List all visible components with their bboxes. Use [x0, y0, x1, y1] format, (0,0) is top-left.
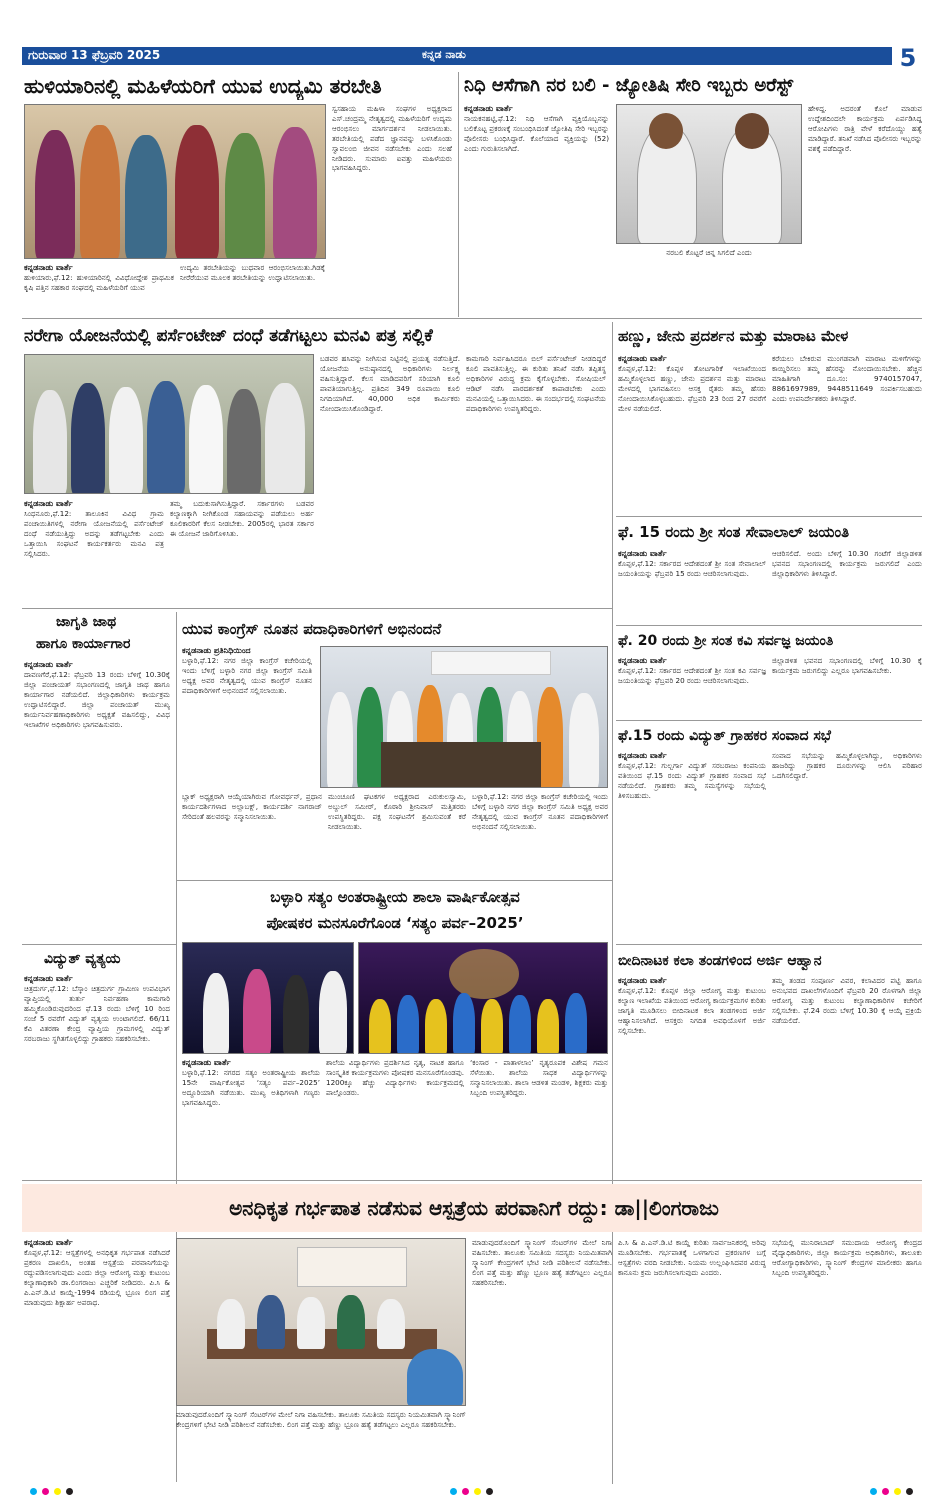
text-a10-col3: ‘ಕಂಸಾರ - ಪಾತಾಳಲಾಂ’ ನೃತ್ಯರೂಪಕ ವಿಶೇಷ ಗಮನ ಸೆಳೆಯಿತು. ಶಾಲೆಯ ಸಾಧಕ ವಿದ್ಯಾರ್ಥಿಗಳನ್ನು ಸನ್ಮಾನಿಸಲಾಯಿತು. ಶಾಲಾ ಆಡಳಿತ ಮಂಡಳಿ, ಶಿಕ್ಷಕರು ಮತ್ತು ಸಿಬ್ಬಂದಿ ಉಪಸ್ಥಿತರಿದ್ದರು. — [470, 1058, 608, 1097]
registration-dot — [906, 1488, 913, 1495]
registration-dot — [474, 1488, 481, 1495]
headline-a8-line1: ಜಾಗೃತಿ ಜಾಥ — [56, 614, 117, 630]
headline-a6: ಫೆ. 20 ರಂದು ಶ್ರೀ ಸಂತ ಕವಿ ಸರ್ವಜ್ಞ ಜಯಂತಿ — [618, 633, 834, 649]
headline-a13: ಅನಧಿಕೃತ ಗರ್ಭಪಾತ ನಡೆಸುವ ಆಸ್ಪತ್ರೆಯ ಪರವಾನಿಗೆ ರದ್ದು: ಡಾ||ಲಿಂಗರಾಜು — [229, 1196, 719, 1220]
text-a7-col2: ಸಂವಾದ ಸಭೆಯನ್ನು ಹಮ್ಮಿಕೊಳ್ಳಲಾಗಿದ್ದು, ಅಧಿಕಾರಿಗಳು ಹಾಜರಿದ್ದು ಗ್ರಾಹಕರ ದೂರುಗಳನ್ನು ಆಲಿಸಿ ಪರಿಹಾರ ಒದಗಿಸಲಿದ್ದಾರೆ. — [772, 751, 922, 780]
issue-date: ಗುರುವಾರ 13 ಫೆಬ್ರವರಿ 2025 — [28, 48, 161, 62]
headline-a1: ಹುಳಿಯಾರಿನಲ್ಲಿ ಮಹಿಳೆಯರಿಗೆ ಯುವ ಉದ್ಯಮಿ ತರಬೇತಿ — [24, 74, 382, 98]
registration-dot — [486, 1488, 493, 1495]
photo-a2 — [616, 104, 802, 244]
text-a9-col2: ಬ್ಲಾಕ್ ಅಧ್ಯಕ್ಷರಾಗಿ ಆಯ್ಕೆಯಾಗಿರುವ ಗೋವರ್ಧನ್, ಪ್ರಧಾನ ಕಾರ್ಯದರ್ಶಿಗಳಾದ ಅಲ್ಲಾಬಕ್ಷ್, ಕಾರ್ಯದರ್ಶಿ ನಾಗರಾಜ್ ಸೇರಿದಂತೆ ಹಲವರನ್ನು ಸನ್ಮಾನಿಸಲಾಯಿತು. — [182, 792, 322, 821]
byline-a9: ಕನ್ನಡನಾಡು ಪ್ರತಿನಿಧಿಯಿಂದ — [182, 646, 251, 655]
text-a13-col2: ಮಾಡುವುದರೊಂದಿಗೆ ಸ್ಕ್ಯಾನಿಂಗ್ ಸೆಂಟರ್‌ಗಳ ಮೇಲೆ ನಿಗಾ ವಹಿಸಬೇಕು. ತಾಲೂಕು ಸಮಿತಿಯ ಸದಸ್ಯರು ನಿಯಮಿತವಾಗಿ ಸ್ಕ್ಯಾನಿಂಗ್ ಕೇಂದ್ರಗಳಿಗೆ ಭೇಟಿ ನೀಡಿ ಪರಿಶೀಲನೆ ನಡೆಸಬೇಕು. ಲಿಂಗ ಪತ್ತೆ ಮತ್ತು ಹೆಣ್ಣು ಭ್ರೂಣ ಹತ್ಯೆ ತಡೆಗಟ್ಟಲು ಎಲ್ಲರೂ ಸಹಕರಿಸಬೇಕು. — [176, 1410, 466, 1429]
byline-a10: ಕನ್ನಡನಾಡು ವಾರ್ತೆ — [182, 1058, 231, 1067]
text-a2-col1: ನಾಯಕನಹಟ್ಟಿ,ಫೆ.12: ನಿಧಿ ಆಸೆಗಾಗಿ ವ್ಯಕ್ತಿಯೊಬ್ಬನನ್ನು ಬಲಿಕೊಟ್ಟ ಪ್ರಕರಣಕ್ಕೆ ಸಂಬಂಧಿಸಿದಂತೆ ಜ್ಯೋತಿಷಿ ಸೇರಿ ಇಬ್ಬರನ್ನು ಪೊಲೀಸರು ಬಂಧಿಸಿದ್ದಾರೆ. ಕೊಲೆಯಾದ ವ್ಯಕ್ತಿಯನ್ನು (52) ಎಂದು ಗುರುತಿಸಲಾಗಿದೆ. — [464, 114, 609, 153]
text-a9-col3: ಮುಂಚೂಣಿ ಘಟಕಗಳ ಅಧ್ಯಕ್ಷರಾದ ಎರುಕುಲಸ್ವಾಮಿ, ಅಬ್ದುಲ್ ಸಮೀರ್, ಕೊಠಾರಿ ಶ್ರೀನಿವಾಸ್ ಮತ್ತಿತರರು ಉಪಸ್ಥಿತರಿದ್ದರು. ಪಕ್ಷ ಸಂಘಟನೆಗೆ ಶ್ರಮಿಸುವಂತೆ ಕರೆ ನೀಡಲಾಯಿತು. — [328, 792, 466, 831]
text-a4-col2: ಕರೆಯಲು ಬೇಕಿರುವ ಮುಂಗಡವಾಗಿ ಮಾರಾಟ ಮಳಿಗೆಗಳನ್ನು ಕಾಯ್ದಿರಿಸಲು ತಮ್ಮ ಹೆಸರನ್ನು ನೋಂದಾಯಿಸಬೇಕು. ಹೆಚ್ಚಿನ ಮಾಹಿತಿಗಾಗಿ ದೂ.ಸಂ: 9740157047, 8861697989, 9448511649 ಸಂಪರ್ಕಿಸಬಹುದು ಎಂದು ಉಪನಿರ್ದೇಶಕರು ತಿಳಿಸಿದ್ದಾರೆ. — [772, 354, 922, 403]
byline-a5: ಕನ್ನಡನಾಡು ವಾರ್ತೆ — [618, 549, 667, 558]
text-a13-col5: ಸಭೆಯಲ್ಲಿ ಮುನಿರಾಬಾದ್ ಸಮುದಾಯ ಆರೋಗ್ಯ ಕೇಂದ್ರದ ವೈದ್ಯಾಧಿಕಾರಿಗಳು, ಜಿಲ್ಲಾ ಕಾರ್ಯಕ್ರಮ ಅಧಿಕಾರಿಗಳು, ತಾಲೂಕು ಆರೋಗ್ಯಾಧಿಕಾರಿಗಳು, ಸ್ಕ್ಯಾನಿಂಗ್ ಕೇಂದ್ರಗಳ ಮಾಲೀಕರು ಹಾಗೂ ಸಿಬ್ಬಂದಿ ಉಪಸ್ಥಿತರಿದ್ದರು. — [772, 1238, 922, 1277]
photo-a9 — [320, 646, 608, 788]
text-a1-col3: ಸ್ವಸಹಾಯ ಮಹಿಳಾ ಸಂಘಗಳ ಅಧ್ಯಕ್ಷರಾದ ಎಸ್.ಚಂದ್ರಮ್ಮ ನೇತೃತ್ವದಲ್ಲಿ ಮಹಿಳೆಯರಿಗೆ ಉದ್ಯಮ ಆರಂಭಿಸಲು ಮಾರ್ಗದರ್ಶನ ನೀಡಲಾಯಿತು. ತರಬೇತಿಯಲ್ಲಿ ಪಡೆದ ಜ್ಞಾನವನ್ನು ಬಳಸಿಕೊಂಡು ಸ್ವಾವಲಂಬಿ ಜೀವನ ನಡೆಸಬೇಕು ಎಂದು ಸಲಹೆ ನೀಡಿದರು. ಸುಮಾರು ಐವತ್ತು ಮಹಿಳೆಯರು ಭಾಗವಹಿಸಿದ್ದರು. — [332, 104, 452, 173]
byline-a8: ಕನ್ನಡನಾಡು ವಾರ್ತೆ — [24, 660, 73, 669]
text-a7-col1: ಕೊಪ್ಪಳ,ಫೆ.12: ಗುಲ್ಬರ್ಗಾ ವಿದ್ಯುತ್ ಸರಬರಾಜು ಕಂಪನಿಯ ವತಿಯಿಂದ ಫೆ.15 ರಂದು ವಿದ್ಯುತ್ ಗ್ರಾಹಕರ ಸಂವಾದ ಸಭೆ ನಡೆಯಲಿದೆ. ಗ್ರಾಹಕರು ತಮ್ಮ ಸಮಸ್ಯೆಗಳನ್ನು ಸಭೆಯಲ್ಲಿ ತಿಳಿಸಬಹುದು. — [618, 761, 766, 800]
text-a13-col3: ಮಾಡುವುದರೊಂದಿಗೆ ಸ್ಕ್ಯಾನಿಂಗ್ ಸೆಂಟರ್‌ಗಳ ಮೇಲೆ ನಿಗಾ ವಹಿಸಬೇಕು. ತಾಲೂಕು ಸಮಿತಿಯ ಸದಸ್ಯರು ನಿಯಮಿತವಾಗಿ ಸ್ಕ್ಯಾನಿಂಗ್ ಕೇಂದ್ರಗಳಿಗೆ ಭೇಟಿ ನೀಡಿ ಪರಿಶೀಲನೆ ನಡೆಸಬೇಕು. ಲಿಂಗ ಪತ್ತೆ ಮತ್ತು ಹೆಣ್ಣು ಭ್ರೂಣ ಹತ್ಯೆ ತಡೆಗಟ್ಟಲು ಎಲ್ಲರೂ ಸಹಕರಿಸಬೇಕು. — [472, 1238, 612, 1287]
text-a5-col2: ಆಚರಿಸಲಿದೆ. ಅಂದು ಬೆಳಿಗ್ಗೆ 10.30 ಗಂಟೆಗೆ ಜಿಲ್ಲಾಡಳಿತ ಭವನದ ಸಭಾಂಗಣದಲ್ಲಿ ಕಾರ್ಯಕ್ರಮ ಜರುಗಲಿದೆ ಎಂದು ಜಿಲ್ಲಾಧಿಕಾರಿಗಳು ತಿಳಿಸಿದ್ದಾರೆ. — [772, 549, 922, 578]
headline-a8-line2: ಹಾಗೂ ಕಾರ್ಯಾಗಾರ — [36, 636, 131, 652]
headline-a4: ಹಣ್ಣು, ಜೇನು ಪ್ರದರ್ಶನ ಮತ್ತು ಮಾರಾಟ ಮೇಳ — [618, 327, 849, 345]
masthead: ಕನ್ನಡ ನಾಡು — [422, 48, 466, 61]
byline-a13: ಕನ್ನಡನಾಡು ವಾರ್ತೆ — [24, 1238, 73, 1247]
text-a5-col1: ಕೊಪ್ಪಳ,ಫೆ.12: ಸರ್ಕಾರದ ಆದೇಶದಂತೆ ಶ್ರೀ ಸಂತ ಸೇವಾಲಾಲ್ ಜಯಂತಿಯನ್ನು ಫೆಬ್ರವರಿ 15 ರಂದು ಆಚರಿಸಲಾಗುವುದು. — [618, 559, 766, 578]
headline-a9: ಯುವ ಕಾಂಗ್ರೆಸ್ ನೂತನ ಪದಾಧಿಕಾರಿಗಳಿಗೆ ಅಭಿನಂದನೆ — [182, 620, 442, 638]
registration-dot — [66, 1488, 73, 1495]
byline-a2: ಕನ್ನಡನಾಡು ವಾರ್ತೆ — [464, 104, 513, 113]
registration-dot — [42, 1488, 49, 1495]
byline-a4: ಕನ್ನಡನಾಡು ವಾರ್ತೆ — [618, 354, 667, 363]
registration-dot — [882, 1488, 889, 1495]
text-a13-col4: ಪಿ.ಸಿ & ಪಿ.ಎನ್.ಡಿ.ಟಿ ಕಾಯ್ದೆ ಕುರಿತು ಸಾರ್ವಜನಿಕರಲ್ಲಿ ಅರಿವು ಮೂಡಿಸಬೇಕು. ಗರ್ಭಪಾತಕ್ಕೆ ಒಳಗಾಗುವ ಪ್ರಕರಣಗಳ ಬಗ್ಗೆ ಆಸ್ಪತ್ರೆಗಳು ವರದಿ ನೀಡಬೇಕು. ನಿಯಮ ಉಲ್ಲಂಘಿಸಿದವರ ವಿರುದ್ಧ ಕಾನೂನು ಕ್ರಮ ಜರುಗಿಸಲಾಗುವುದು ಎಂದರು. — [618, 1238, 766, 1277]
headline-a11: ವಿದ್ಯುತ್ ವ್ಯತ್ಯಯ — [44, 951, 121, 967]
photo-a1 — [24, 104, 326, 259]
page-number: 5 — [899, 44, 917, 72]
text-a1-col1: ಹುಳಿಯಾರು,ಫೆ.12: ಹುಳಿಯಾರಿನಲ್ಲಿ ವಿವಿಧೋದ್ದೇಶ ಪ್ರಾಥಮಿಕ ಕೃಷಿ ಪತ್ತಿನ ಸಹಕಾರ ಸಂಘದಲ್ಲಿ ಮಹಿಳೆಯರಿಗೆ ಯುವ — [24, 273, 174, 292]
registration-dot — [450, 1488, 457, 1495]
byline-a6: ಕನ್ನಡನಾಡು ವಾರ್ತೆ — [618, 656, 667, 665]
text-a9-col4: ಬಳ್ಳಾರಿ,ಫೆ.12: ನಗರ ಜಿಲ್ಲಾ ಕಾಂಗ್ರೆಸ್ ಕಚೇರಿಯಲ್ಲಿ ಇಂದು ಬೆಳಿಗ್ಗೆ ಬಳ್ಳಾರಿ ನಗರ ಜಿಲ್ಲಾ ಕಾಂಗ್ರೆಸ್ ಸಮಿತಿ ಅಧ್ಯಕ್ಷ ಅವರ ನೇತೃತ್ವದಲ್ಲಿ ಯುವ ಕಾಂಗ್ರೆಸ್ ನೂತನ ಪದಾಧಿಕಾರಿಗಳಿಗೆ ಅಭಿನಂದನೆ ಸಲ್ಲಿಸಲಾಯಿತು. — [472, 792, 608, 831]
byline-a12: ಕನ್ನಡನಾಡು ವಾರ್ತೆ — [618, 976, 667, 985]
byline-a3: ಕನ್ನಡನಾಡು ವಾರ್ತೆ — [24, 499, 73, 508]
headline-a5: ಫೆ. 15 ರಂದು ಶ್ರೀ ಸಂತ ಸೇವಾಲಾಲ್ ಜಯಂತಿ — [618, 523, 850, 541]
byline-a11: ಕನ್ನಡನಾಡು ವಾರ್ತೆ — [24, 974, 73, 983]
text-a8: ದಾವಣಗೆರೆ,ಫೆ.12: ಫೆಬ್ರವರಿ 13 ರಂದು ಬೆಳಿಗ್ಗೆ 10.30ಕ್ಕೆ ಜಿಲ್ಲಾ ಪಂಚಾಯತ್ ಸಭಾಂಗಣದಲ್ಲಿ ಜಾಗೃತಿ ಜಾಥ ಹಾಗೂ ಕಾರ್ಯಾಗಾರ ನಡೆಯಲಿದೆ. ಜಿಲ್ಲಾಧಿಕಾರಿಗಳು ಕಾರ್ಯಕ್ರಮ ಉದ್ಘಾಟಿಸಲಿದ್ದಾರೆ. ಜಿಲ್ಲಾ ಪಂಚಾಯತ್ ಮುಖ್ಯ ಕಾರ್ಯನಿರ್ವಹಣಾಧಿಕಾರಿಗಳು ಅಧ್ಯಕ್ಷತೆ ವಹಿಸಲಿದ್ದು, ವಿವಿಧ ಇಲಾಖೆಗಳ ಅಧಿಕಾರಿಗಳು ಭಾಗವಹಿಸುವರು. — [24, 670, 170, 729]
text-a10-col1: ಬಳ್ಳಾರಿ,ಫೆ.12: ನಗರದ ಸತ್ಯಂ ಅಂತರಾಷ್ಟ್ರೀಯ ಶಾಲೆಯ 15ನೇ ವಾರ್ಷಿಕೋತ್ಸವ ‘ಸತ್ಯಂ ಪರ್ವ–2025’ ಅದ್ದೂರಿಯಾಗಿ ನಡೆಯಿತು. ಮುಖ್ಯ ಅತಿಥಿಗಳಾಗಿ ಗಣ್ಯರು ಭಾಗವಹಿಸಿದ್ದರು. — [182, 1068, 320, 1107]
photo-a13 — [176, 1238, 466, 1406]
headline-a7: ಫೆ.15 ರಂದು ವಿದ್ಯುತ್ ಗ್ರಾಹಕರ ಸಂವಾದ ಸಭೆ — [618, 728, 831, 744]
text-a3-col1: ಸಿಂಧನೂರು,ಫೆ.12: ತಾಲೂಕಿನ ವಿವಿಧ ಗ್ರಾಮ ಪಂಚಾಯಿತಿಗಳಲ್ಲಿ ನರೇಗಾ ಯೋಜನೆಯಲ್ಲಿ ಪರ್ಸೆಂಟೇಜ್ ದಂಧೆ ನಡೆಯುತ್ತಿದ್ದು ಅದನ್ನು ತಡೆಗಟ್ಟಬೇಕು ಎಂದು ಒತ್ತಾಯಿಸಿ ಸಂಘಟನೆ ಕಾರ್ಯಕರ್ತರು ಮನವಿ ಪತ್ರ ಸಲ್ಲಿಸಿದರು. — [24, 509, 164, 558]
text-a13-col1: ಕೊಪ್ಪಳ,ಫೆ.12: ಆಸ್ಪತ್ರೆಗಳಲ್ಲಿ ಅನಧಿಕೃತ ಗರ್ಭಪಾತ ನಡೆಸಿದರೆ ಪ್ರಕರಣ ದಾಖಲಿಸಿ, ಅಂತಹ ಆಸ್ಪತ್ರೆಯ ಪರವಾನಿಗೆಯನ್ನು ರದ್ದುಪಡಿಸಲಾಗುವುದು ಎಂದು ಜಿಲ್ಲಾ ಆರೋಗ್ಯ ಮತ್ತು ಕುಟುಂಬ ಕಲ್ಯಾಣಾಧಿಕಾರಿ ಡಾ.ಲಿಂಗರಾಜು ಎಚ್ಚರಿಕೆ ನೀಡಿದರು. ಪಿ.ಸಿ & ಪಿ.ಎನ್.ಡಿ.ಟಿ ಕಾಯ್ದೆ-1994 ರಡಿಯಲ್ಲಿ ಭ್ರೂಣ ಲಿಂಗ ಪತ್ತೆ ಮಾಡುವುದು ಶಿಕ್ಷಾರ್ಹ ಅಪರಾಧ. — [24, 1248, 170, 1307]
date-bar — [22, 47, 892, 65]
registration-dot — [54, 1488, 61, 1495]
text-a12-col2: ತಮ್ಮ ತಂಡದ ಸಂಪೂರ್ಣ ವಿವರ, ಕಲಾವಿದರ ಪಟ್ಟಿ ಹಾಗೂ ಅನುಭವದ ದಾಖಲೆಗಳೊಂದಿಗೆ ಫೆಬ್ರವರಿ 20 ರೊಳಗಾಗಿ ಜಿಲ್ಲಾ ಆರೋಗ್ಯ ಮತ್ತು ಕುಟುಂಬ ಕಲ್ಯಾಣಾಧಿಕಾರಿಗಳ ಕಚೇರಿಗೆ ಸಲ್ಲಿಸಬೇಕು. ಫೆ.24 ರಂದು ಬೆಳಿಗ್ಗೆ 10.30 ಕ್ಕೆ ಆಯ್ಕೆ ಪ್ರಕ್ರಿಯೆ ನಡೆಯಲಿದೆ. — [772, 976, 922, 1025]
headline-a10-line2: ಪೋಷಕರ ಮನಸೂರೆಗೊಂಡ ‘ಸತ್ಯಂ ಪರ್ವ–2025’ — [266, 914, 524, 932]
headline-a10-line1: ಬಳ್ಳಾರಿ ಸತ್ಯಂ ಅಂತರಾಷ್ಟ್ರೀಯ ಶಾಲಾ ವಾರ್ಷಿಕೋತ್ಸವ — [270, 888, 520, 906]
photo-a2-caption: ನರಬಲಿ ಕೊಟ್ಟರೆ ಚಿನ್ನ ಸಿಗಲಿದೆ ಎಂದು — [666, 248, 752, 257]
text-a3-col2: ತಮ್ಮ ಬದುಕುಸಾಗಿಸುತ್ತಿದ್ದಾರೆ. ಸರ್ಕಾರಗಳು ಬಡವರ ಕಲ್ಯಾಣಕ್ಕಾಗಿ ನೀಗಿಕೊಂಡ ಸಹಾಯವನ್ನು ಪಡೆಯಲು ಅರ್ಹ ಕೂಲಿಕಾರರಿಗೆ ಕೆಲಸ ನೀಡಬೇಕು. 2005ರಲ್ಲಿ ಭಾರತ ಸರ್ಕಾರ ಈ ಯೋಜನೆ ಜಾರಿಗೊಳಿಸಿತು. — [170, 499, 314, 538]
headline-a3: ನರೇಗಾ ಯೋಜನೆಯಲ್ಲಿ ಪರ್ಸೆಂಟೇಜ್ ದಂಧೆ ತಡೆಗಟ್ಟಲು ಮನವಿ ಪತ್ರ ಸಲ್ಲಿಕೆ — [24, 326, 433, 346]
byline-a1: ಕನ್ನಡನಾಡು ವಾರ್ತೆ — [24, 263, 73, 272]
byline-a7: ಕನ್ನಡನಾಡು ವಾರ್ತೆ — [618, 751, 667, 760]
registration-dot — [30, 1488, 37, 1495]
text-a6-col2: ಜಿಲ್ಲಾಡಳಿತ ಭವನದ ಸಭಾಂಗಣದಲ್ಲಿ ಬೆಳಿಗ್ಗೆ 10.30 ಕ್ಕೆ ಕಾರ್ಯಕ್ರಮ ಜರುಗಲಿದ್ದು ಎಲ್ಲರೂ ಭಾಗವಹಿಸಬೇಕು. — [772, 656, 922, 675]
text-a12-col1: ಕೊಪ್ಪಳ,ಫೆ.12: ಕೊಪ್ಪಳ ಜಿಲ್ಲಾ ಆರೋಗ್ಯ ಮತ್ತು ಕುಟುಂಬ ಕಲ್ಯಾಣ ಇಲಾಖೆಯ ವತಿಯಿಂದ ಆರೋಗ್ಯ ಕಾರ್ಯಕ್ರಮಗಳ ಕುರಿತು ಜಾಗೃತಿ ಮೂಡಿಸಲು ಬೀದಿನಾಟಕ ಕಲಾ ತಂಡಗಳಿಂದ ಅರ್ಜಿ ಆಹ್ವಾನಿಸಲಾಗಿದೆ. ಆಸಕ್ತರು ನಿಗದಿತ ಅವಧಿಯೊಳಗೆ ಅರ್ಜಿ ಸಲ್ಲಿಸಬೇಕು. — [618, 986, 766, 1035]
photo-a3 — [24, 354, 314, 494]
text-a3-col4: ಕಾಮಗಾರಿ ನಿರ್ವಹಿಸಿದರೂ ಬಿಲ್ ಪರ್ಸೆಂಟೇಜ್ ನೀಡದಿದ್ದರೆ ಕೂಲಿ ಪಾವತಿಸುತ್ತಿಲ್ಲ. ಈ ಕುರಿತು ತನಿಖೆ ನಡೆಸಿ ತಪ್ಪಿತಸ್ಥ ಅಧಿಕಾರಿಗಳ ವಿರುದ್ಧ ಕ್ರಮ ಕೈಗೊಳ್ಳಬೇಕು. ಸೋಷಿಯಲ್ ಆಡಿಟ್ ನಡೆಸಿ ಪಾರದರ್ಶಕತೆ ಕಾಪಾಡಬೇಕು ಎಂದು ಮನವಿಯಲ್ಲಿ ಒತ್ತಾಯಿಸಿದರು. ಈ ಸಂದರ್ಭದಲ್ಲಿ ಸಂಘಟನೆಯ ಪದಾಧಿಕಾರಿಗಳು ಉಪಸ್ಥಿತರಿದ್ದರು. — [466, 354, 606, 413]
text-a4-col1: ಕೊಪ್ಪಳ,ಫೆ.12: ಕೊಪ್ಪಳ ತೋಟಗಾರಿಕೆ ಇಲಾಖೆಯಿಂದ ಹಮ್ಮಿಕೊಳ್ಳಲಾದ ಹಣ್ಣು, ಜೇನು ಪ್ರದರ್ಶನ ಮತ್ತು ಮಾರಾಟ ಮೇಳದಲ್ಲಿ ಭಾಗವಹಿಸಲು ಆಸಕ್ತ ರೈತರು ತಮ್ಮ ಹೆಸರು ನೋಂದಾಯಿಸಿಕೊಳ್ಳಬಹುದು. ಫೆಬ್ರವರಿ 23 ರಿಂದ 27 ರವರೆಗೆ ಮೇಳ ನಡೆಯಲಿದೆ. — [618, 364, 766, 413]
photo-a10-right — [358, 942, 608, 1054]
text-a6-col1: ಕೊಪ್ಪಳ,ಫೆ.12: ಸರ್ಕಾರದ ಆದೇಶದಂತೆ ಶ್ರೀ ಸಂತ ಕವಿ ಸರ್ವಜ್ಞ ಜಯಂತಿಯನ್ನು ಫೆಬ್ರವರಿ 20 ರಂದು ಆಚರಿಸಲಾಗುವುದು. — [618, 666, 766, 685]
headline-a12: ಬೀದಿನಾಟಕ ಕಲಾ ತಂಡಗಳಿಂದ ಅರ್ಜಿ ಆಹ್ವಾನ — [618, 953, 822, 969]
photo-a10-left — [182, 942, 354, 1054]
headline-a2: ನಿಧಿ ಆಸೆಗಾಗಿ ನರ ಬಲಿ - ಜ್ಯೋತಿಷಿ ಸೇರಿ ಇಬ್ಬರು ಅರೆಸ್ಟ್ — [464, 75, 794, 96]
text-a9-col1: ಬಳ್ಳಾರಿ,ಫೆ.12: ನಗರ ಜಿಲ್ಲಾ ಕಾಂಗ್ರೆಸ್ ಕಚೇರಿಯಲ್ಲಿ ಇಂದು ಬೆಳಿಗ್ಗೆ ಬಳ್ಳಾರಿ ನಗರ ಜಿಲ್ಲಾ ಕಾಂಗ್ರೆಸ್ ಸಮಿತಿ ಅಧ್ಯಕ್ಷ ಅವರ ನೇತೃತ್ವದಲ್ಲಿ ಯುವ ಕಾಂಗ್ರೆಸ್ ನೂತನ ಪದಾಧಿಕಾರಿಗಳಿಗೆ ಅಭಿನಂದನೆ ಸಲ್ಲಿಸಲಾಯಿತು. — [182, 656, 312, 695]
registration-dot — [870, 1488, 877, 1495]
registration-dot — [894, 1488, 901, 1495]
registration-dot — [462, 1488, 469, 1495]
text-a3-col3: ಬಡವರ ಹಸಿವನ್ನು ನೀಗಿಸುವ ನಿಟ್ಟಿನಲ್ಲಿ ಪ್ರಯತ್ನ ನಡೆಸುತ್ತಿದೆ. ಯೋಜನೆಯ ಅನುಷ್ಠಾನದಲ್ಲಿ ಅಧಿಕಾರಿಗಳು ನಿರ್ಲಕ್ಷ್ಯ ವಹಿಸುತ್ತಿದ್ದಾರೆ. ಕೆಲಸ ಮಾಡಿದವರಿಗೆ ಸರಿಯಾಗಿ ಕೂಲಿ ಪಾವತಿಯಾಗುತ್ತಿಲ್ಲ. ಪ್ರತಿದಿನ 349 ರೂಪಾಯಿ ಕೂಲಿ ನಿಗದಿಯಾಗಿದೆ. 40,000 ಅಧಿಕ ಕಾರ್ಮಿಕರು ನೋಂದಾಯಿಸಿಕೊಂಡಿದ್ದಾರೆ. — [320, 354, 460, 413]
text-a10-col2: ಶಾಲೆಯ ವಿದ್ಯಾರ್ಥಿಗಳು ಪ್ರದರ್ಶಿಸಿದ ನೃತ್ಯ, ನಾಟಕ ಹಾಗೂ ಸಾಂಸ್ಕೃತಿಕ ಕಾರ್ಯಕ್ರಮಗಳು ಪೋಷಕರ ಮನಸೂರೆಗೊಂಡವು. 1200ಕ್ಕೂ ಹೆಚ್ಚು ವಿದ್ಯಾರ್ಥಿಗಳು ಕಾರ್ಯಕ್ರಮದಲ್ಲಿ ಪಾಲ್ಗೊಂಡರು. — [326, 1058, 464, 1097]
text-a2-col2: ಹೇಳಿದ್ದ. ಅದರಂತೆ ಕೊಲೆ ಮಾಡುವ ಉದ್ದೇಶದಿಂದಲೇ ಕಾರ್ಯಕ್ರಮ ಏರ್ಪಡಿಸಿದ್ದ ಆರೋಪಿಗಳು ರಾತ್ರಿ ವೇಳೆ ಕರೆದೊಯ್ದು ಹತ್ಯೆ ಮಾಡಿದ್ದಾರೆ. ತನಿಖೆ ನಡೆಸಿದ ಪೊಲೀಸರು ಇಬ್ಬರನ್ನು ವಶಕ್ಕೆ ಪಡೆದಿದ್ದಾರೆ. — [808, 104, 922, 153]
text-a11: ಚಿತ್ರದುರ್ಗ,ಫೆ.12: ಬೆಸ್ಕಾಂ ಚಿತ್ರದುರ್ಗ ಗ್ರಾಮೀಣ ಉಪವಿಭಾಗ ವ್ಯಾಪ್ತಿಯಲ್ಲಿ ತುರ್ತು ನಿರ್ವಹಣಾ ಕಾಮಗಾರಿ ಹಮ್ಮಿಕೊಂಡಿರುವುದರಿಂದ ಫೆ.13 ರಂದು ಬೆಳಿಗ್ಗೆ 10 ರಿಂದ ಸಂಜೆ 5 ರವರೆಗೆ ವಿದ್ಯುತ್ ವ್ಯತ್ಯಯ ಉಂಟಾಗಲಿದೆ. 66/11 ಕೆವಿ ವಿತರಣಾ ಕೇಂದ್ರ ವ್ಯಾಪ್ತಿಯ ಗ್ರಾಮಗಳಲ್ಲಿ ವಿದ್ಯುತ್ ಸರಬರಾಜು ಸ್ಥಗಿತಗೊಳ್ಳಲಿದ್ದು ಗ್ರಾಹಕರು ಸಹಕರಿಸಬೇಕು. — [24, 984, 170, 1043]
text-a1-col2: ಉದ್ಯಮಿ ತರಬೇತಿಯನ್ನು ಬುಧವಾರ ಆರಂಭಿಸಲಾಯಿತು.ಗಿಡಕ್ಕೆ ನೀರೆರೆಯುವ ಮೂಲಕ ತರಬೇತಿಯನ್ನು ಉದ್ಘಾಟಿಸಲಾಯಿತು. — [180, 263, 325, 282]
